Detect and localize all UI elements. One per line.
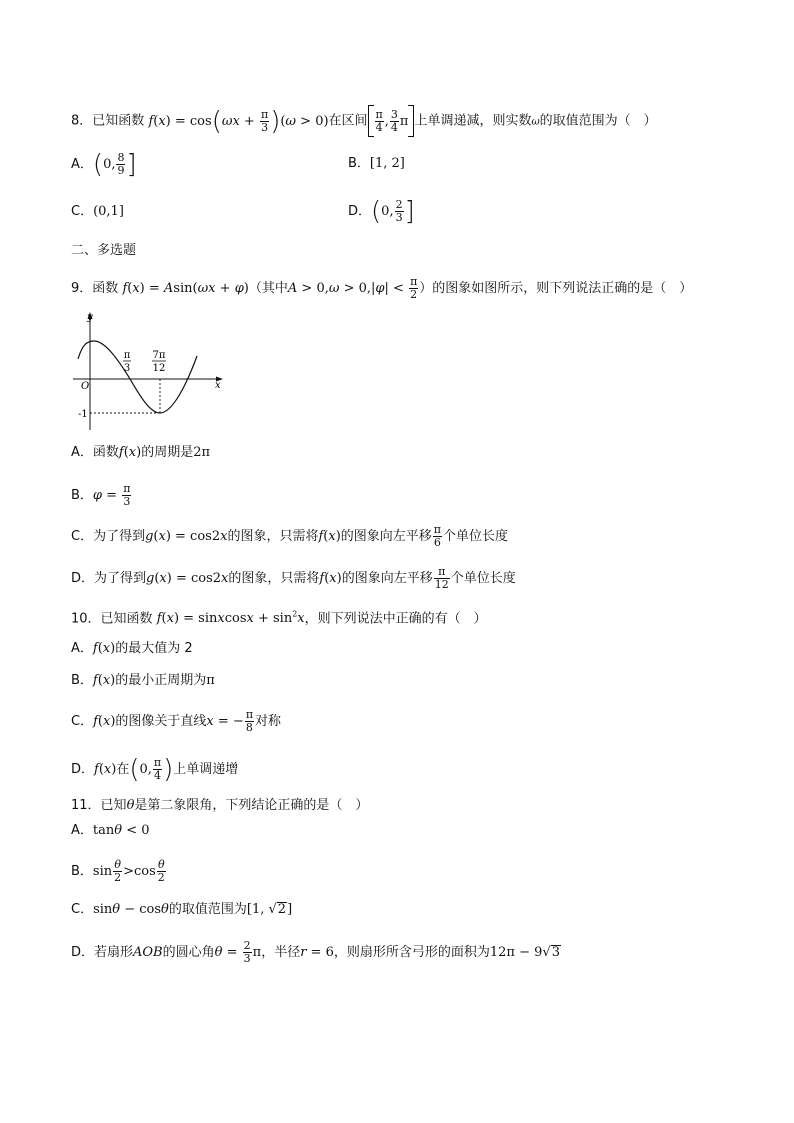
q9-option-a: A．函数f(x)的周期是2π <box>71 445 211 460</box>
q8-option-d: D．(0, $\frac{2}{3}$ ] <box>348 196 415 227</box>
tick-7pi-12-den: 12 <box>152 363 166 374</box>
q8-function: f(x) = cos(ωx + $\frac{\pi}{3}$ )(ω > 0) <box>148 106 329 136</box>
section-heading: 二、多选题 <box>71 243 137 258</box>
q9-option-d: D．为了得到g(x) = cos2x的图象，只需将f(x)的图象向左平移 $\frac{\pi}{12}$ 个单位长度 <box>71 565 516 591</box>
q9-option-c: C．为了得到g(x) = cos2x的图象，只需将f(x)的图象向左平移 $\frac{\pi}{6}$ 个单位长度 <box>71 523 509 549</box>
q10-option-a: A．f(x)的最大值为 2 <box>71 641 193 656</box>
q11-stem: 11．已知θ是第二象限角，下列结论正确的是（ ） <box>71 798 369 813</box>
q11-option-c: C．sinθ − cosθ的取值范围为[1, √2] <box>71 902 293 917</box>
q8-option-b: B．[1, 2] <box>348 156 405 171</box>
q8-text-4: 的取值范围为（ ） <box>539 113 657 129</box>
q8-text-1: 已知函数 <box>92 113 145 129</box>
q10-stem: 10．已知函数 f(x) = sinxcosx + $\sin^2x$，则下列说法中正确的有（ ） <box>71 610 487 627</box>
q11-option-d: D．若扇形AOB的圆心角θ = $\frac{2}{3}$ π，半径r = 6，则扇形所含弓形的面积为12π − 9√3 <box>71 939 560 965</box>
q8-option-c: C．(0,1] <box>71 204 124 219</box>
q8-option-a: A．(0, $\frac{8}{9}$ ] <box>71 149 137 180</box>
sine-curve <box>78 341 197 413</box>
tick-7pi-12-num: 7π <box>152 350 166 361</box>
q9-option-b: B．φ = $\frac{\pi}{3}$ <box>71 482 131 508</box>
q9-stem: 9．函数 f(x) = Asin(ωx + φ)（其中A > 0,ω > 0,|φ| < $\frac{\pi}{2}$ ）的图象如图所示，则下列说法正确的是（ ） <box>71 275 693 301</box>
q8-number: 8． <box>71 113 93 129</box>
q10-option-c: C．f(x)的图像关于直线x = − $\frac{\pi}{8}$ 对称 <box>71 708 282 734</box>
q8-text-2: 在区间 <box>328 113 368 129</box>
tick-pi-3-num: π <box>123 350 131 361</box>
x-axis-label: x <box>215 380 221 391</box>
q11-option-a: A．tanθ < 0 <box>71 823 150 838</box>
q9-graph <box>70 310 230 435</box>
q10-option-b: B．f(x)的最小正周期为π <box>71 673 215 688</box>
neg-one-label: -1 <box>78 409 88 420</box>
y-axis-label: y <box>87 312 93 323</box>
q8-text-3: 上单调递减，则实数 <box>414 113 532 129</box>
q10-option-d: D．f(x)在(0, $\frac{\pi}{4}$ )上单调递增 <box>71 754 239 785</box>
tick-pi-3-den: 3 <box>123 363 131 374</box>
q11-option-b: B．sin $\frac{\theta}{2}$ >cos $\frac{\theta}{2}$ <box>71 858 165 884</box>
origin-label: O <box>81 381 90 392</box>
q8-stem: 8．已知函数 f(x) = cos(ωx + $\frac{\pi}{3}$ )(ω > 0)在区间 $\frac{\pi}{4}$ , $\frac{3}{4}$ π 上单调递减，则实数ω的取值范围为（ ） <box>71 106 657 136</box>
